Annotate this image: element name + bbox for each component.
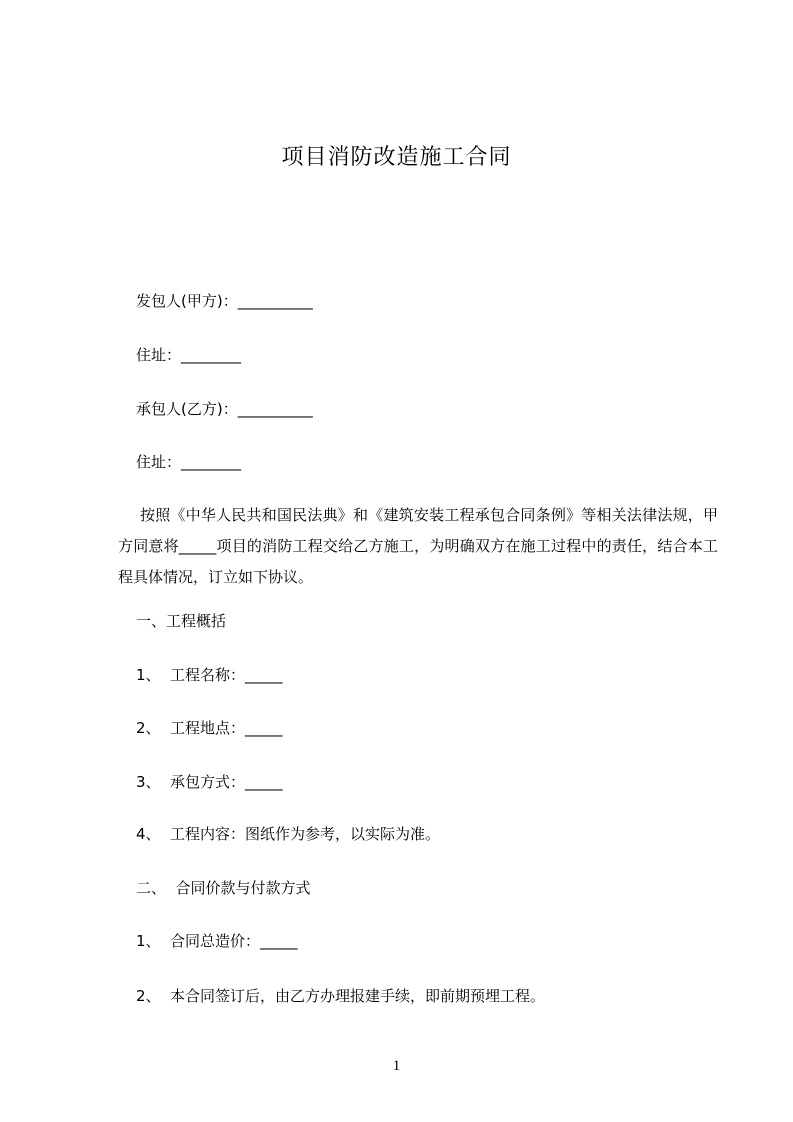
section-2-heading: 二、 合同价款与付款方式 <box>136 879 311 897</box>
section-1-item <box>136 664 283 686</box>
employer-line: 发包人(甲方)：__________ <box>136 292 313 310</box>
section-2-item <box>136 985 545 1007</box>
contractor-line: 承包人(乙方)：__________ <box>136 400 313 418</box>
section-1-item <box>136 771 283 793</box>
employer-address-line: 住址：________ <box>136 346 242 364</box>
section-1-item <box>136 823 440 845</box>
item-number: 2、 <box>136 719 161 737</box>
page-number: 1 <box>392 1058 401 1074</box>
item-number: 3、 <box>136 773 161 791</box>
item-text: 合同总造价：_____ <box>170 932 298 950</box>
intro-paragraph: 按照《中华人民共和国民法典》和《建筑安装工程承包合同条例》等相关法律法规，甲方同意将_____项目的消防工程交给乙方施工，为明确双方在施工过程中的责任，结合本工程具体情况，订立如下协议。 <box>118 506 718 586</box>
item-text: 工程地点：_____ <box>170 719 283 737</box>
item-text: 工程名称：_____ <box>170 666 283 684</box>
item-number: 4、 <box>136 825 161 843</box>
item-number: 1、 <box>136 932 161 950</box>
item-number: 2、 <box>136 987 161 1005</box>
item-number: 1、 <box>136 666 161 684</box>
contractor-address-line: 住址：________ <box>136 453 242 471</box>
item-text: 本合同签订后，由乙方办理报建手续，即前期预埋工程。 <box>170 987 546 1005</box>
section-2-item <box>136 930 298 952</box>
section-1-item <box>136 717 283 739</box>
item-text: 工程内容：图纸作为参考，以实际为准。 <box>170 825 441 843</box>
document-title: 项目消防改造施工合同 <box>281 145 512 170</box>
section-1-heading: 一、工程概括 <box>136 612 227 630</box>
item-text: 承包方式：_____ <box>170 773 283 791</box>
